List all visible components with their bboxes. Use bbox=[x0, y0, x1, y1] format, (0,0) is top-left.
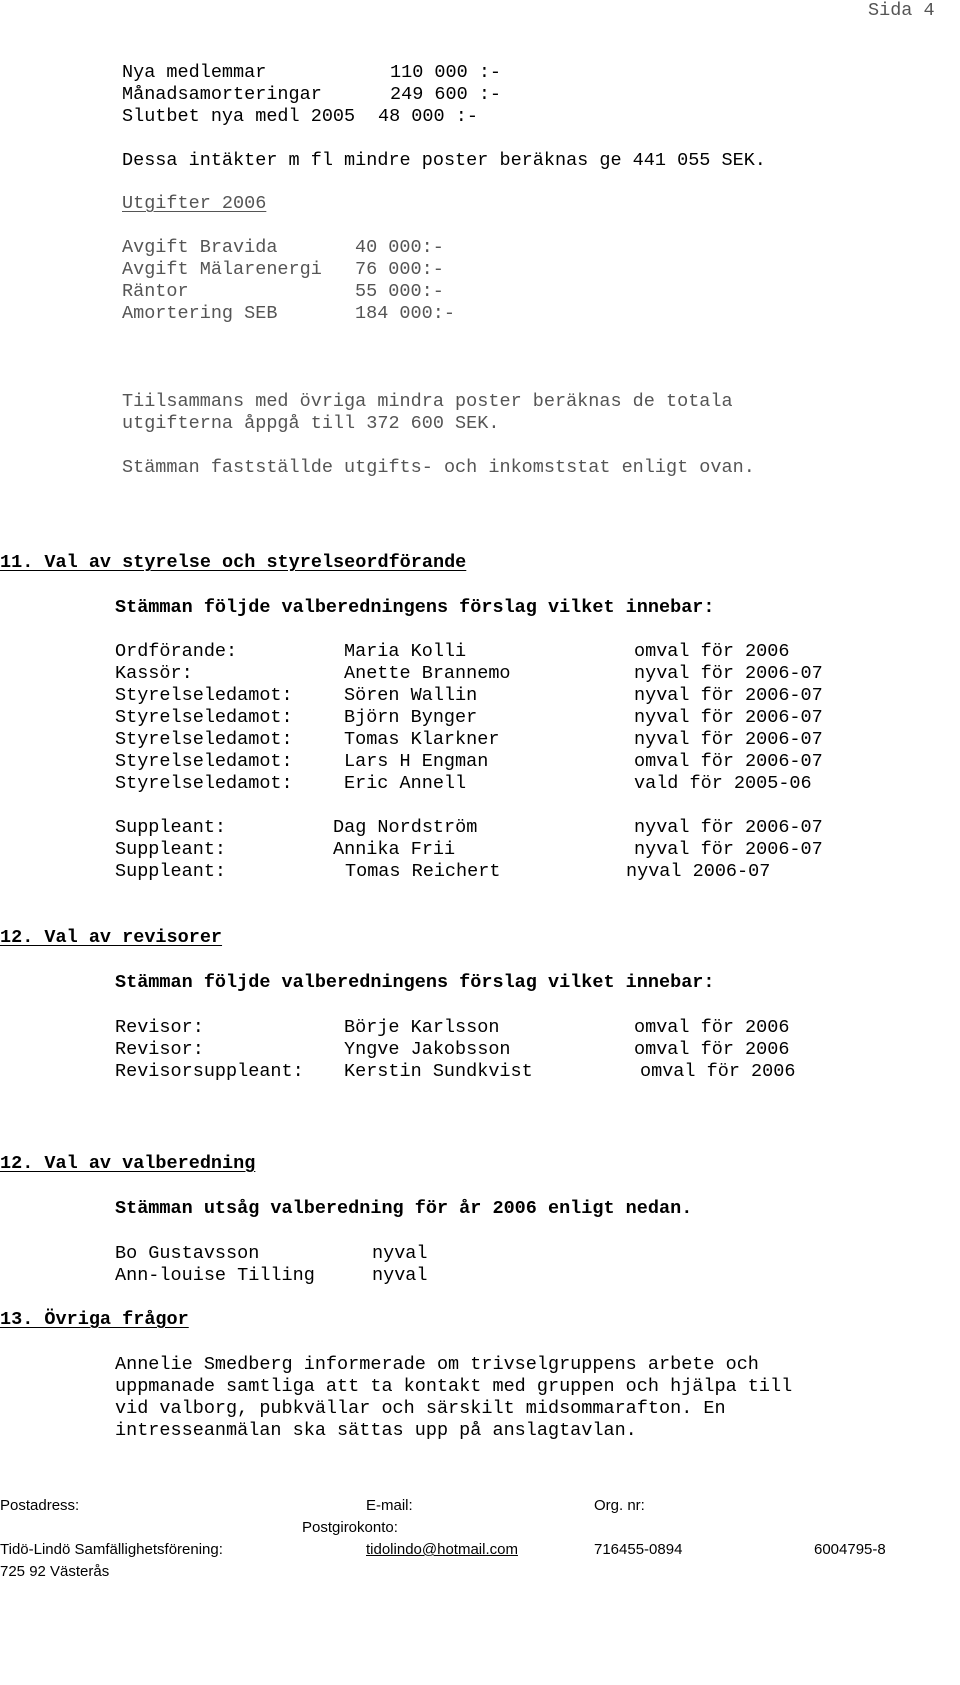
expense-label: Avgift Bravida bbox=[122, 237, 278, 258]
expense-amount: 55 000:- bbox=[355, 281, 444, 302]
role-cell: Revisor: bbox=[115, 1017, 204, 1038]
role-cell: Styrelseledamot: bbox=[115, 773, 293, 794]
expense-amount: 76 000:- bbox=[355, 259, 444, 280]
expenses-summary-line: Tiilsammans med övriga mindra poster beräknas de totala bbox=[122, 391, 733, 412]
member-term: nyval bbox=[372, 1265, 428, 1286]
expense-amount: 40 000:- bbox=[355, 237, 444, 258]
name-cell: Björn Bynger bbox=[344, 707, 478, 728]
term-cell: nyval för 2006-07 bbox=[634, 685, 823, 706]
name-cell: Börje Karlsson bbox=[344, 1017, 500, 1038]
term-cell: nyval för 2006-07 bbox=[634, 707, 823, 728]
income-label: Slutbet nya medl 2005 bbox=[122, 106, 356, 127]
member-name: Bo Gustavsson bbox=[115, 1243, 260, 1264]
income-amount: 48 000 :- bbox=[378, 106, 478, 127]
postal-address: 725 92 Västerås bbox=[0, 1563, 110, 1580]
role-cell: Suppleant: bbox=[115, 861, 227, 882]
section-intro: Stämman utsåg valberedning för år 2006 enligt nedan. bbox=[115, 1198, 693, 1219]
name-cell: Dag Nordström bbox=[333, 817, 478, 838]
term-cell: omval för 2006 bbox=[640, 1061, 796, 1082]
name-cell: Annika Frii bbox=[333, 839, 456, 860]
email-link[interactable]: tidolindo@hotmail.com bbox=[366, 1541, 518, 1558]
role-cell: Suppleant: bbox=[115, 817, 227, 838]
role-cell: Suppleant: bbox=[115, 839, 227, 860]
section-intro: Stämman följde valberedningens förslag vilket innebar: bbox=[115, 597, 715, 618]
section-heading: 12. Val av revisorer bbox=[0, 927, 223, 948]
expenses-summary-line: utgifterna åppgå till 372 600 SEK. bbox=[122, 413, 500, 434]
income-label: Nya medlemmar bbox=[122, 62, 267, 83]
address-label: Postadress: bbox=[0, 1497, 80, 1514]
email-label: E-mail: bbox=[366, 1497, 413, 1514]
giro-label: Postgirokonto: bbox=[302, 1519, 398, 1536]
term-cell: omval för 2006 bbox=[634, 1017, 790, 1038]
income-amount: 249 600 :- bbox=[390, 84, 502, 105]
paragraph-line: intresseanmälan ska sättas upp på anslagtavlan. bbox=[115, 1420, 637, 1441]
income-amount: 110 000 :- bbox=[390, 62, 502, 83]
expense-label: Avgift Mälarenergi bbox=[122, 259, 322, 280]
paragraph-line: vid valborg, pubkvällar och särskilt midsommarafton. En bbox=[115, 1398, 726, 1419]
name-cell: Eric Annell bbox=[344, 773, 467, 794]
giro-number: 716455-0894 bbox=[594, 1541, 683, 1558]
name-cell: Sören Wallin bbox=[344, 685, 478, 706]
role-cell: Styrelseledamot: bbox=[115, 707, 293, 728]
term-cell: omval för 2006 bbox=[634, 1039, 790, 1060]
expense-amount: 184 000:- bbox=[355, 303, 455, 324]
name-cell: Anette Brannemo bbox=[344, 663, 511, 684]
orgnr-label: Org. nr: bbox=[594, 1497, 645, 1514]
term-cell: nyval för 2006-07 bbox=[634, 729, 823, 750]
name-cell: Tomas Reichert bbox=[345, 861, 501, 882]
role-cell: Styrelseledamot: bbox=[115, 729, 293, 750]
term-cell: nyval för 2006-07 bbox=[634, 663, 823, 684]
paragraph-line: Annelie Smedberg informerade om trivselgruppens arbete och bbox=[115, 1354, 759, 1375]
income-summary: Dessa intäkter m fl mindre poster beräknas ge 441 055 SEK. bbox=[122, 150, 766, 171]
name-cell: Maria Kolli bbox=[344, 641, 467, 662]
income-label: Månadsamorteringar bbox=[122, 84, 322, 105]
name-cell: Lars H Engman bbox=[344, 751, 489, 772]
term-cell: omval för 2006 bbox=[634, 641, 790, 662]
member-term: nyval bbox=[372, 1243, 428, 1264]
term-cell: omval för 2006-07 bbox=[634, 751, 823, 772]
expense-label: Räntor bbox=[122, 281, 189, 302]
role-cell: Styrelseledamot: bbox=[115, 751, 293, 772]
page-number: Sida 4 bbox=[868, 0, 935, 21]
term-cell: vald för 2005-06 bbox=[634, 773, 812, 794]
section-heading: 11. Val av styrelse och styrelseordförande bbox=[0, 552, 467, 573]
name-cell: Yngve Jakobsson bbox=[344, 1039, 511, 1060]
section-heading: 12. Val av valberedning bbox=[0, 1153, 256, 1174]
term-cell: nyval för 2006-07 bbox=[634, 817, 823, 838]
section-intro: Stämman följde valberedningens förslag vilket innebar: bbox=[115, 972, 715, 993]
role-cell: Kassör: bbox=[115, 663, 193, 684]
member-name: Ann-louise Tilling bbox=[115, 1265, 315, 1286]
name-cell: Kerstin Sundkvist bbox=[344, 1061, 533, 1082]
budget-approval: Stämman fastställde utgifts- och inkomststat enligt ovan. bbox=[122, 457, 755, 478]
org-number: 6004795-8 bbox=[814, 1541, 886, 1558]
term-cell: nyval för 2006-07 bbox=[634, 839, 823, 860]
role-cell: Styrelseledamot: bbox=[115, 685, 293, 706]
expense-label: Amortering SEB bbox=[122, 303, 278, 324]
term-cell: nyval 2006-07 bbox=[626, 861, 771, 882]
role-cell: Revisor: bbox=[115, 1039, 204, 1060]
role-cell: Ordförande: bbox=[115, 641, 238, 662]
paragraph-line: uppmanade samtliga att ta kontakt med gruppen och hjälpa till bbox=[115, 1376, 793, 1397]
org-name: Tidö-Lindö Samfällighetsförening: bbox=[0, 1541, 223, 1558]
name-cell: Tomas Klarkner bbox=[344, 729, 500, 750]
role-cell: Revisorsuppleant: bbox=[115, 1061, 304, 1082]
section-heading: 13. Övriga frågor bbox=[0, 1309, 189, 1330]
expenses-heading: Utgifter 2006 bbox=[122, 193, 267, 214]
